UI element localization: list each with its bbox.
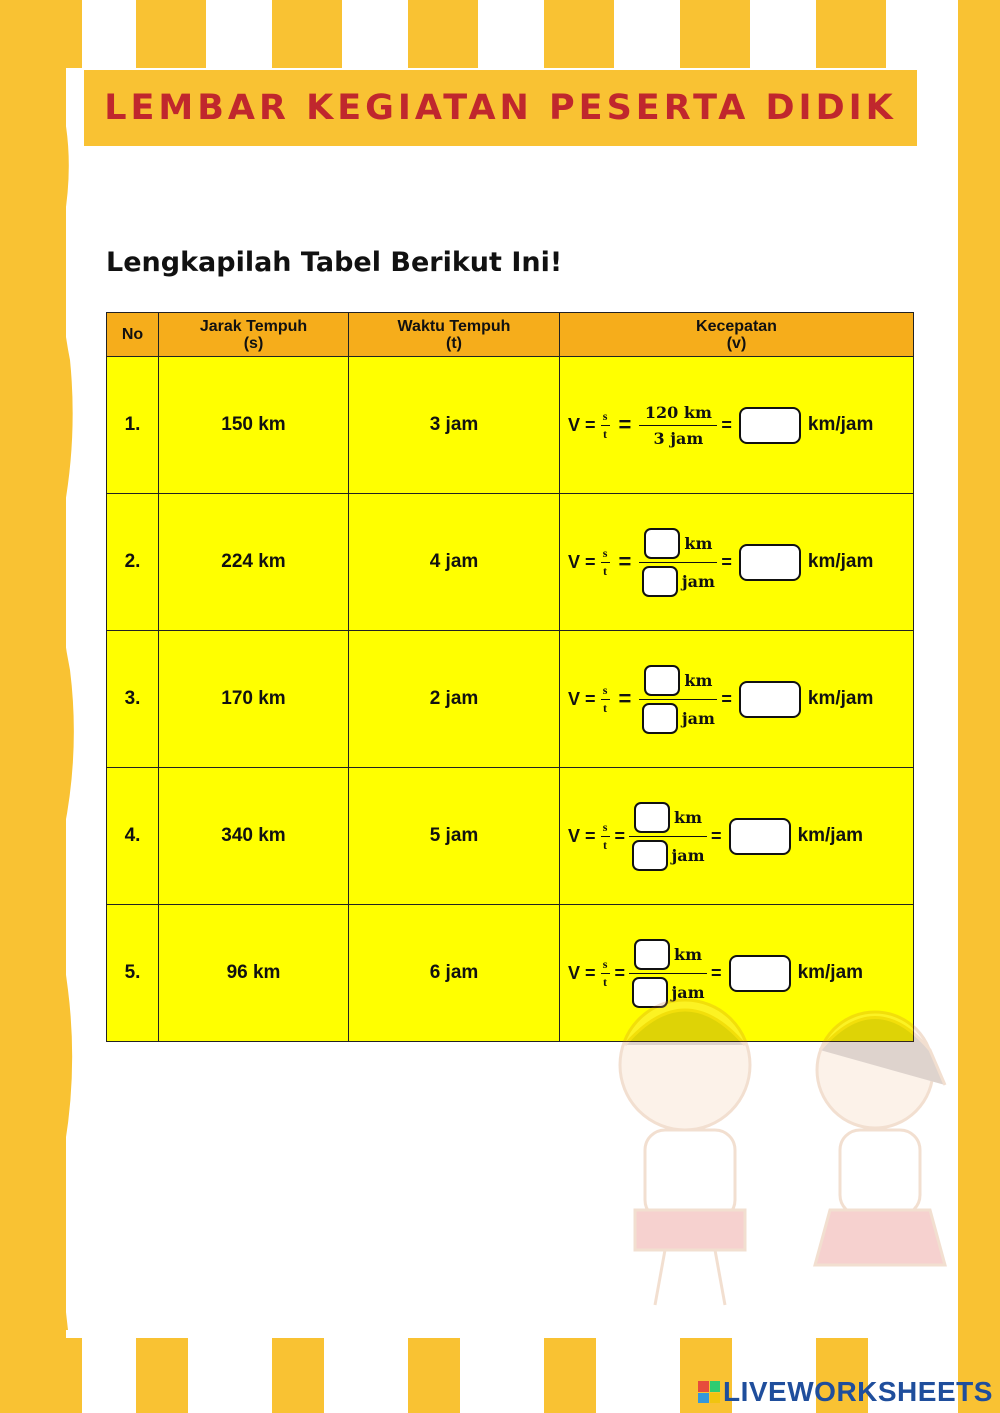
speed-formula: V = $\frac{s}{t}$ = $\frac{km}{\text{jam}}$ = km/jam [560, 528, 913, 597]
fill-fraction: $\frac{km}{\text{jam}}$ [639, 665, 717, 734]
cell-kecepatan [560, 631, 914, 768]
table-row [107, 768, 914, 905]
table-row [107, 357, 914, 494]
numerator-input-3[interactable] [644, 665, 680, 696]
cell-waktu: 4 jam [349, 494, 560, 631]
cell-jarak: 340 km [159, 768, 349, 905]
logo-icon [698, 1381, 720, 1403]
speed-formula: V = $\frac{s}{t}$ = $\frac{km}{\text{jam}}$ = km/jam [560, 939, 913, 1008]
given-fraction: $\frac{120 km}{\text{3 jam}}$ [639, 403, 717, 448]
denominator-input-3[interactable] [642, 703, 678, 734]
cell-jarak: 170 km [159, 631, 349, 768]
s-over-t: $\frac{s}{t}$ [601, 821, 610, 852]
answer-input-2[interactable] [739, 544, 801, 581]
cell-no: 4. [107, 768, 159, 905]
s-over-t: $\frac{s}{t}$ [601, 547, 610, 578]
liveworksheets-logo: LIVEWORKSHEETS [698, 1376, 993, 1408]
cell-no: 1. [107, 357, 159, 494]
title-banner [84, 70, 917, 146]
kids-illustration-icon [575, 975, 965, 1325]
answer-input-4[interactable] [729, 818, 791, 855]
table-row [107, 494, 914, 631]
cell-waktu: 5 jam [349, 768, 560, 905]
numerator-input-5[interactable] [634, 939, 670, 970]
answer-input-3[interactable] [739, 681, 801, 718]
cell-kecepatan [560, 494, 914, 631]
cell-kecepatan [560, 768, 914, 905]
instruction-text: Lengkapilah Tabel Berikut Ini! [106, 247, 563, 278]
speed-formula: V = $\frac{s}{t}$ = $\frac{km}{\text{jam}}$ = km/jam [560, 665, 913, 734]
header-kecepatan: Kecepatan (v) [560, 313, 914, 357]
header-jarak: Jarak Tempuh (s) [159, 313, 349, 357]
fill-fraction: $\frac{km}{\text{jam}}$ [629, 939, 707, 1008]
speed-table [106, 312, 914, 1042]
speed-formula: V = $\frac{s}{t}$ = $\frac{km}{\text{jam}}$ = km/jam [560, 802, 913, 871]
wavy-edge [58, 90, 88, 1330]
cell-jarak: 224 km [159, 494, 349, 631]
s-over-t: $\frac{s}{t}$ [601, 958, 610, 989]
cell-no: 3. [107, 631, 159, 768]
cell-jarak: 96 km [159, 905, 349, 1042]
cell-kecepatan [560, 357, 914, 494]
header-no: No [107, 313, 159, 357]
numerator-input-4[interactable] [634, 802, 670, 833]
speed-formula: V = $\frac{s}{t}$ = $\frac{120 km}{\text{3 jam}}$ = km/jam [568, 402, 874, 448]
fill-fraction: $\frac{km}{\text{jam}}$ [629, 802, 707, 871]
cell-waktu: 6 jam [349, 905, 560, 1042]
header-waktu: Waktu Tempuh (t) [349, 313, 560, 357]
denominator-input-4[interactable] [632, 840, 668, 871]
denominator-input-2[interactable] [642, 566, 678, 597]
cell-no: 5. [107, 905, 159, 1042]
numerator-input-2[interactable] [644, 528, 680, 559]
cell-no: 2. [107, 494, 159, 631]
fill-fraction: $\frac{km}{\text{jam}}$ [639, 528, 717, 597]
table-header-row [107, 313, 914, 357]
cell-waktu: 2 jam [349, 631, 560, 768]
cell-waktu: 3 jam [349, 357, 560, 494]
table-row [107, 631, 914, 768]
s-over-t: $\frac{s}{t}$ [601, 684, 610, 715]
answer-input-1[interactable] [739, 407, 801, 444]
page-title: LEMBAR KEGIATAN PESERTA DIDIK [104, 88, 897, 128]
s-over-t: $\frac{s}{t}$ [601, 410, 610, 441]
cell-jarak: 150 km [159, 357, 349, 494]
